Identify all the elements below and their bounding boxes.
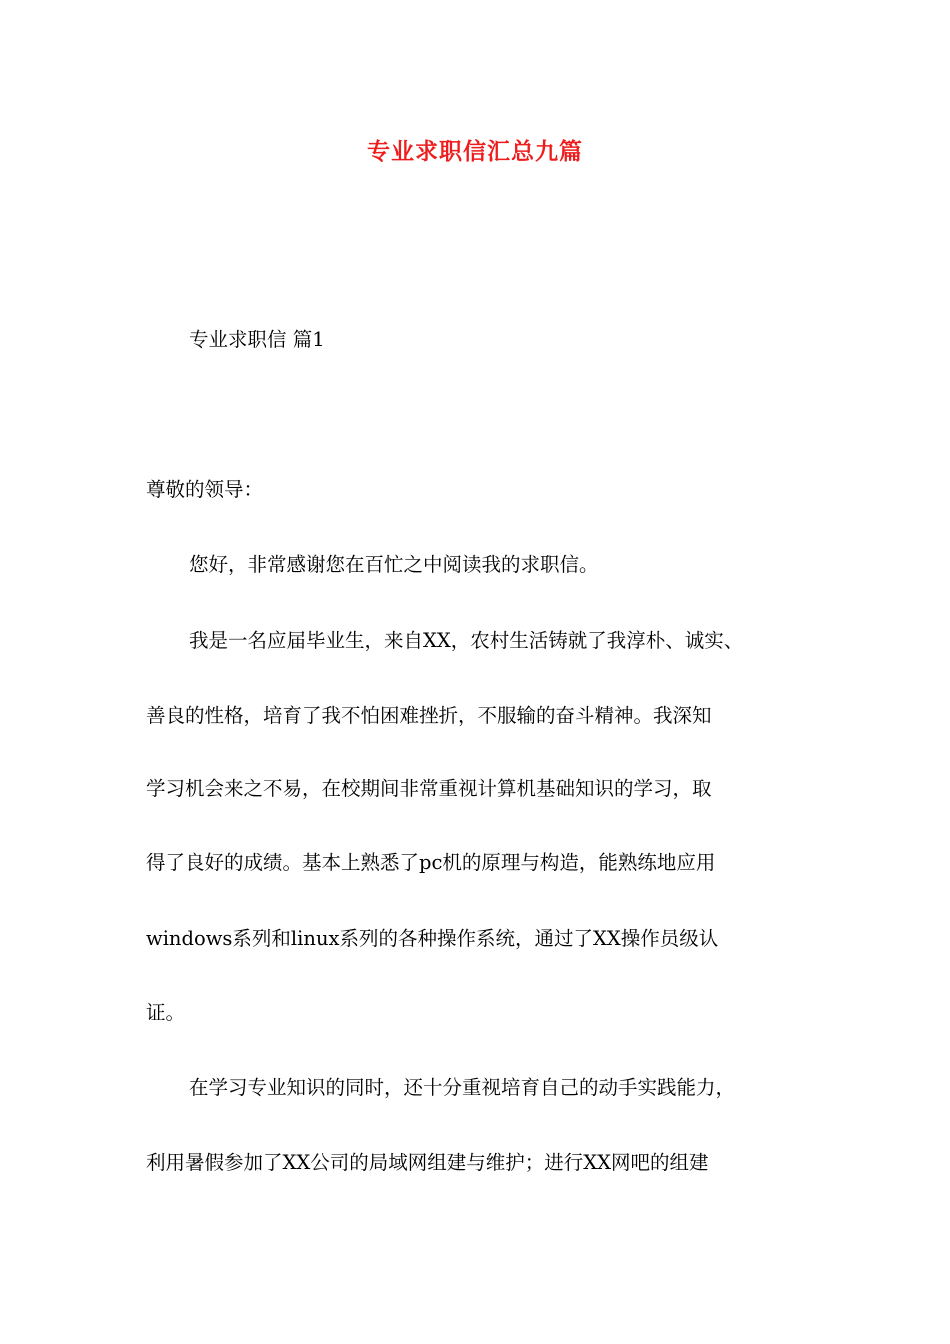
- paragraph-line: 我是一名应届毕业生，来自XX，农村生活铸就了我淳朴、诚实、: [189, 629, 744, 652]
- paragraph-line: 学习机会来之不易，在校期间非常重视计算机基础知识的学习，取: [146, 777, 712, 800]
- paragraph-line: 您好，非常感谢您在百忙之中阅读我的求职信。: [189, 553, 599, 576]
- paragraph-line: 得了良好的成绩。基本上熟悉了pc机的原理与构造，能熟练地应用: [146, 851, 716, 874]
- paragraph-line: 证。: [146, 1001, 186, 1024]
- paragraph-line: windows系列和linux系列的各种操作系统，通过了XX操作员级认: [146, 927, 719, 950]
- document-title: 专业求职信汇总九篇: [367, 139, 583, 165]
- salutation: 尊敬的领导：: [146, 478, 264, 501]
- section-heading: 专业求职信 篇1: [189, 328, 325, 351]
- paragraph-line: 在学习专业知识的同时，还十分重视培育自己的动手实践能力，: [189, 1076, 736, 1099]
- paragraph-line: 利用暑假参加了XX公司的局域网组建与维护；进行XX网吧的组建: [146, 1151, 709, 1174]
- paragraph-line: 善良的性格，培育了我不怕困难挫折，不服输的奋斗精神。我深知: [146, 704, 712, 727]
